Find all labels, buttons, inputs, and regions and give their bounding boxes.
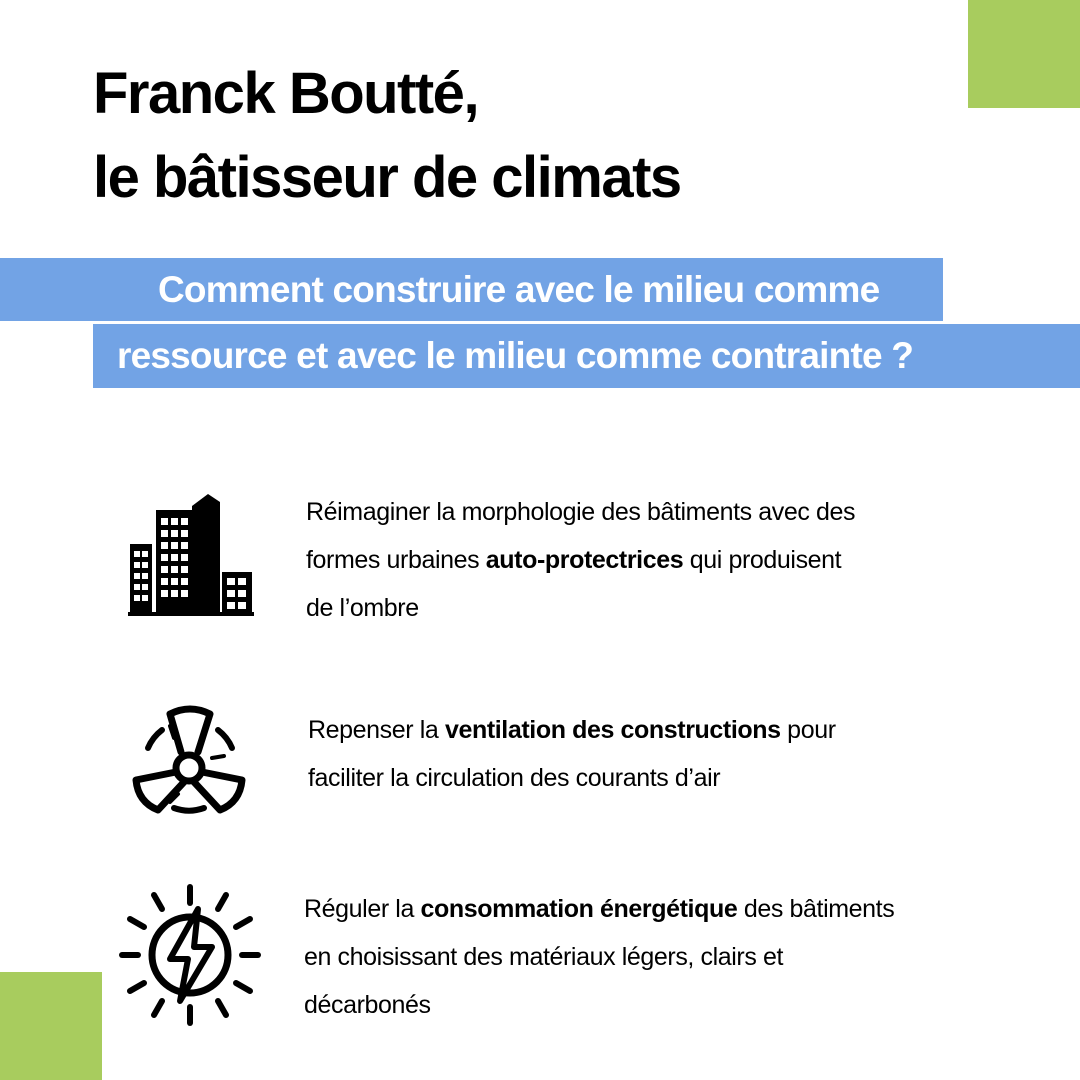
title-line-2: le bâtisseur de climats xyxy=(93,145,681,210)
sun-energy-icon xyxy=(118,883,262,1027)
fan-icon xyxy=(126,704,252,816)
corner-accent-top-right xyxy=(968,0,1080,108)
item-3-line-1-end: des bâtiments xyxy=(737,895,895,923)
item-1-highlight: auto-protectrices xyxy=(485,546,684,574)
item-3-highlight: consommation énergétique xyxy=(420,895,738,923)
page-title xyxy=(93,52,681,220)
item-1-line-1: Réimaginer la morphologie des bâtiments avec des xyxy=(306,498,856,526)
item-2-line-1 xyxy=(308,706,836,754)
item-1-line-3: de l’ombre xyxy=(306,594,419,622)
item-3-line-1-start: Réguler la xyxy=(304,895,421,923)
question-band-line-2: ressource et avec le milieu comme contrainte ? xyxy=(93,324,1080,388)
item-2-line-1-end: pour xyxy=(780,716,836,744)
item-3-text xyxy=(304,885,894,1029)
buildings-icon xyxy=(128,494,254,616)
item-2-line-2: faciliter la circulation des courants d’air xyxy=(308,764,721,792)
item-2-highlight: ventilation des constructions xyxy=(444,716,781,744)
item-1-line-2 xyxy=(306,536,855,584)
item-1-line-2-end: qui produisent xyxy=(683,546,842,574)
title-line-1: Franck Boutté, xyxy=(93,61,479,126)
item-3-line-2: en choisissant des matériaux légers, clairs et xyxy=(304,943,784,971)
item-2-line-1-start: Repenser la xyxy=(308,716,445,744)
item-1-line-2-start: formes urbaines xyxy=(306,546,486,574)
item-3-line-1 xyxy=(304,885,894,933)
item-3-line-3: décarbonés xyxy=(304,991,431,1019)
question-band-line-1: Comment construire avec le milieu comme xyxy=(0,258,943,321)
corner-accent-bottom-left xyxy=(0,972,102,1080)
item-2-text xyxy=(308,706,836,802)
item-1-text xyxy=(306,488,855,632)
